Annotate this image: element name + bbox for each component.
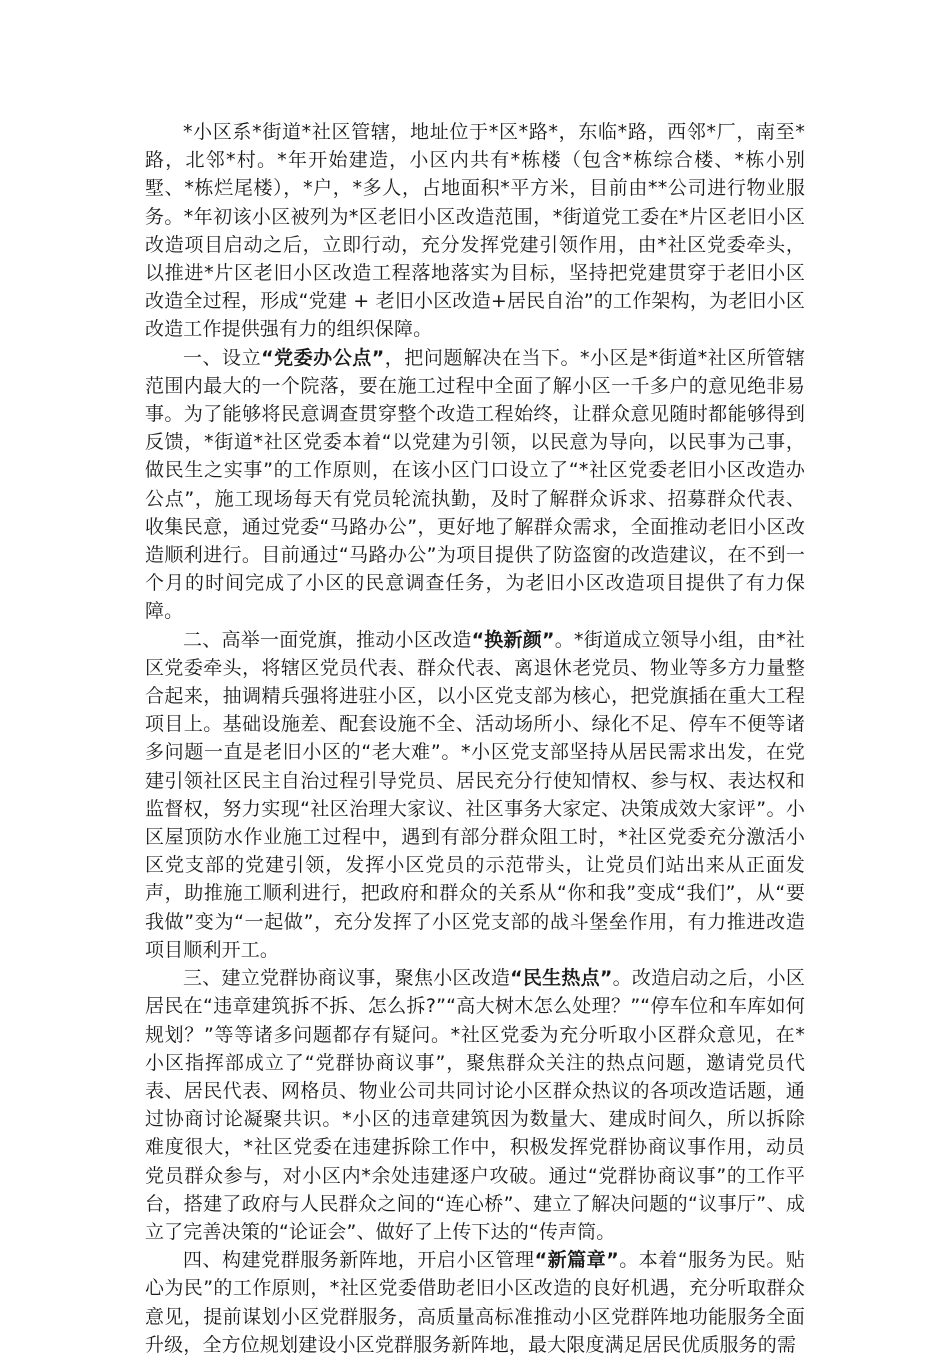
- intro-paragraph: *小区系*街道*社区管辖，地址位于*区*路*，东临*路，西邻*厂，南至*路，北邻*村。*年开始建造，小区内共有*栋楼（包含*栋综合楼、*栋小别墅、*栋烂尾楼），*户，*多人，占地面积*平方米，目前由**公司进行物业服务。*年初该小区被列为*区老旧小区改造范围，*街道党工委在*片区老旧小区改造项目启动之后，立即行动，充分发挥党建引领作用，由*社区党委牵头，以推进*片区老旧小区改造工程落地落实为目标，坚持把党建贯穿于老旧小区改造全过程，形成“党建 + 老旧小区改造+居民自治”的工作架构，为老旧小区改造工作提供强有力的组织保障。: [145, 121, 805, 341]
- section-paragraph-2: [145, 626, 805, 964]
- document-page: [145, 118, 805, 1359]
- section-2-heading-emphasis: “换新颜”: [471, 628, 555, 651]
- section-3-heading-emphasis: “民生热点”: [510, 967, 613, 990]
- section-2-heading-tail: 。: [554, 628, 574, 651]
- section-1-heading-tail: ，把问题解决在当下。: [384, 346, 581, 369]
- section-1-heading-lead: 一、设立: [183, 346, 262, 369]
- section-4-heading-lead: 四、构建党群服务新阵地，开启小区管理: [183, 1249, 535, 1272]
- section-2-heading-lead: 二、高举一面党旗，推动小区改造: [183, 628, 472, 651]
- section-paragraph-3: [145, 964, 805, 1246]
- section-4-heading-tail: 。: [618, 1249, 639, 1272]
- section-4-heading-emphasis: “新篇章”: [534, 1249, 619, 1272]
- section-3-heading-tail: 。: [612, 967, 632, 990]
- section-3-heading-lead: 三、建立党群协商议事，聚焦小区改造: [183, 967, 511, 990]
- section-3-body: 改造启动之后，小区居民在“违章建筑拆不拆、怎么拆?”“高大树木怎么处理？”“停车位和车库如何规划？”等等诸多问题都存有疑问。*社区党委为充分听取小区群众意见，在*小区指挥部成立了“党群协商议事”，聚焦群众关注的热点问题，邀请党员代表、居民代表、网格员、物业公司共同讨论小区群众热议的各项改造话题，通过协商讨论凝聚共识。*小区的违章建筑因为数量大、建成时间久，所以拆除难度很大，*社区党委在违建拆除工作中，积极发挥党群协商议事作用，动员党员群众参与，对小区内*余处违建逐户攻破。通过“党群协商议事”的工作平台，搭建了政府与人民群众之间的“连心桥”、建立了解决问题的“议事厅”、成立了完善决策的“论证会”、做好了上传下达的“传声筒。: [145, 967, 805, 1243]
- section-1-heading-emphasis: “党委办公点”: [261, 346, 385, 369]
- section-paragraph-1: [145, 344, 805, 626]
- section-paragraph-4: [145, 1246, 805, 1359]
- section-2-body: *街道成立领导小组，由*社区党委牵头，将辖区党员代表、群众代表、离退休老党员、物业等多方力量整合起来，抽调精兵强将进驻小区，以小区党支部为核心，把党旗插在重大工程项目上。基础设施差、配套设施不全、活动场所小、绿化不足、停车不便等诸多问题一直是老旧小区的“老大难”。*小区党支部坚持从居民需求出发，在党建引领社区民主自治过程引导党员、居民充分行使知情权、参与权、表达权和监督权，努力实现“社区治理大家议、社区事务大家定、决策成效大家评”。小区屋顶防水作业施工过程中，遇到有部分群众阻工时，*社区党委充分激活小区党支部的党建引领，发挥小区党员的示范带头，让党员们站出来从正面发声，助推施工顺利进行，把政府和群众的关系从“你和我”变成“我们”，从“要我做”变为“一起做”，充分发挥了小区党支部的战斗堡垒作用，有力推进改造项目顺利开工。: [145, 628, 805, 961]
- section-1-body: *小区是*街道*社区所管辖范围内最大的一个院落，要在施工过程中全面了解小区一千多户的意见绝非易事。为了能够将民意调查贯穿整个改造工程始终，让群众意见随时都能够得到反馈，*街道*社区党委本着“以党建为引领，以民意为导向，以民事为己事，做民生之实事”的工作原则，在该小区门口设立了“*社区党委老旧小区改造办公点”，施工现场每天有党员轮流执勤，及时了解群众诉求、招募群众代表、收集民意，通过党委“马路办公”，更好地了解群众需求，全面推动老旧小区改造顺利进行。目前通过“马路办公”为项目提供了防盗窗的改造建议，在不到一个月的时间完成了小区的民意调查任务，为老旧小区改造项目提供了有力保障。: [145, 346, 805, 623]
- section-4-body: 本着“服务为民。贴心为民”的工作原则，*社区党委借助老旧小区改造的良好机遇，充分听取群众意见，提前谋划小区党群服务，高质量高标准推动小区党群阵地功能服务全面升级，全方位规划建设小区党群服务新阵地，最大限度满足居民优质服务的需: [145, 1249, 806, 1356]
